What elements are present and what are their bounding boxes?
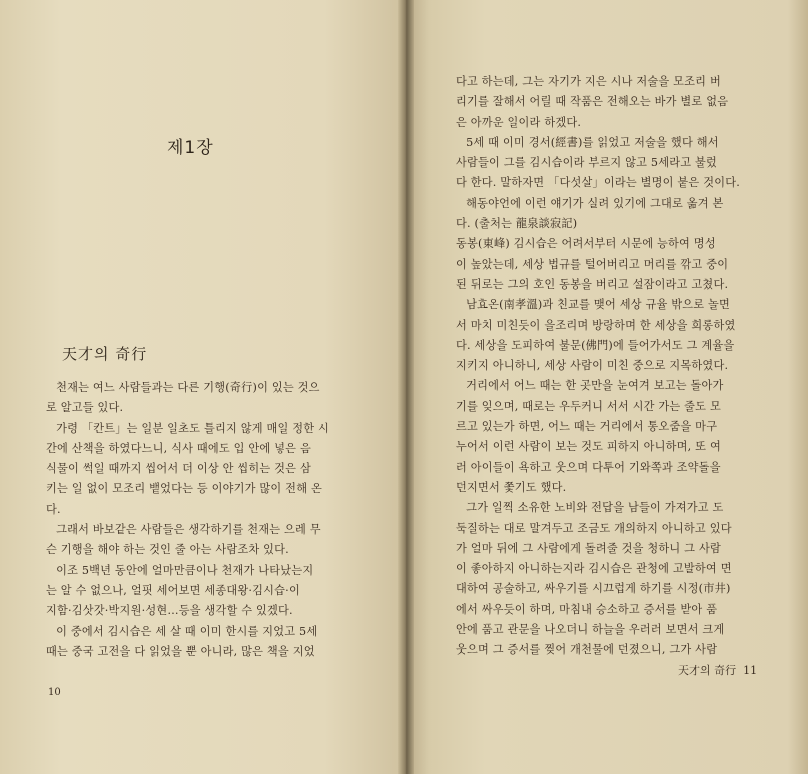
text-line: 르고 있는가 하면, 어느 때는 거리에서 통오줌을 마구 xyxy=(456,420,718,434)
text-line: 식물이 썩일 때까지 씹어서 더 이상 안 씹히는 것은 삼 xyxy=(46,462,311,476)
text-line: 그가 일찍 소유한 노비와 전답을 남들이 가져가고 도 xyxy=(466,501,724,515)
text-line: 다. xyxy=(46,502,61,516)
text-line: 리기를 잘해서 어릴 때 작품은 전해오는 바가 별로 없음 xyxy=(456,95,729,109)
text-line: 때는 중국 고전을 다 읽었을 뿐 아니라, 많은 책을 지었 xyxy=(46,644,315,658)
text-line: 이 높았는데, 세상 법규를 털어버리고 머리를 깎고 중이 xyxy=(456,257,729,271)
text-line: 5세 때 이미 경서(經書)를 읽었고 저술을 했다 해서 xyxy=(466,135,719,149)
text-line: 은 아까운 일이라 하겠다. xyxy=(456,115,582,129)
text-line: 서 마치 미친듯이 을조리며 방랑하며 한 세상을 희롱하였 xyxy=(456,318,736,332)
text-line: 에서 싸우듯이 하며, 마침내 승소하고 증서를 받아 품 xyxy=(456,602,718,616)
text-line: 된 뒤로는 그의 호인 동봉을 버리고 설잠이라고 고쳤다. xyxy=(456,277,729,291)
right-running-head xyxy=(678,662,757,678)
text-line: 둑질하는 대로 말겨두고 조금도 개의하지 아니하고 있다 xyxy=(456,521,732,535)
text-line: 이조 5백년 동안에 얼마만큼이나 천재가 나타났는지 xyxy=(56,563,314,577)
right-page-number: 11 xyxy=(743,664,758,677)
text-line: 다고 하는데, 그는 자기가 지은 시나 저술을 모조리 버 xyxy=(456,75,721,88)
text-line: 는 알 수 없으나, 얼핏 세어보면 세종대왕·김시습·이 xyxy=(46,583,300,597)
text-line: 누어서 이런 사람이 보는 것도 피하지 아니하며, 또 여 xyxy=(456,440,721,454)
text-line: 가령 「칸트」는 일분 일초도 틀리지 않게 매일 정한 시 xyxy=(56,421,330,435)
text-line: 다. 세상을 도피하여 불문(佛門)에 들어가서도 그 계율을 xyxy=(456,338,735,352)
text-line: 간에 산책을 하였다느니, 식사 때에도 입 안에 넣은 음 xyxy=(46,441,311,455)
text-line: 웃으며 그 증서를 찢어 개천물에 던졌으니, 그가 사람 xyxy=(456,643,718,657)
section-title: 天才의 奇行 xyxy=(62,345,148,363)
text-line: 사람들이 그를 김시습이라 부르지 않고 5세라고 불렀 xyxy=(456,156,718,170)
text-line: 러 아이들이 욕하고 웃으며 다투어 기와쪽과 조약돌을 xyxy=(456,460,721,474)
text-line: 기를 잊으며, 때로는 우두커니 서서 시간 가는 줄도 모 xyxy=(456,399,721,413)
text-line: 슨 기행을 해야 하는 것인 줄 아는 사람조차 있다. xyxy=(46,543,289,557)
book-spine xyxy=(398,0,414,774)
right-body-text xyxy=(456,72,788,661)
text-line: 동봉(東峰) 김시습은 어려서부터 시문에 능하여 명성 xyxy=(456,237,716,251)
text-line: 그래서 바보같은 사람들은 생각하기를 천재는 으레 무 xyxy=(56,523,321,537)
text-line: 남효온(南孝溫)과 친교를 맺어 세상 규율 밖으로 놀면 xyxy=(466,298,731,312)
text-line: 지함·김삿갓·박지원·성현…등을 생각할 수 있겠다. xyxy=(46,604,293,618)
left-body-text xyxy=(46,378,368,662)
text-line: 던지면서 쫓기도 했다. xyxy=(456,480,567,494)
text-line: 다. (출처는 龍泉談寂記) xyxy=(456,217,578,231)
chapter-title: 제1장 xyxy=(167,138,214,158)
text-line: 천재는 여느 사람들과는 다른 기행(奇行)이 있는 것으 xyxy=(56,381,320,394)
running-head-title: 天才의 奇行 xyxy=(678,664,737,677)
text-line: 다 한다. 말하자면 「다섯살」이라는 별명이 붙은 것이다. xyxy=(456,176,740,190)
text-line: 가 얼마 뒤에 그 사람에게 돌려줄 것을 청하니 그 사람 xyxy=(456,541,721,555)
text-line: 키는 일 없이 모조리 뱉었다는 등 이야기가 많이 전해 온 xyxy=(46,482,322,496)
text-line: 이 중에서 김시습은 세 살 때 이미 한시를 지었고 5세 xyxy=(56,624,318,638)
text-line: 안에 품고 관문을 나오더니 하늘을 우러러 보면서 크게 xyxy=(456,623,725,637)
text-line: 해동야언에 이런 얘기가 실려 있기에 그대로 옮겨 본 xyxy=(466,196,724,210)
left-page-number: 10 xyxy=(48,687,61,698)
text-line: 지키지 아니하니, 세상 사람이 미친 중으로 지목하였다. xyxy=(456,359,729,373)
text-line: 이 좋아하지 아니하는지라 김시습은 관청에 고발하여 면 xyxy=(456,562,732,576)
text-line: 로 알고들 있다. xyxy=(46,401,124,415)
text-line: 거리에서 어느 때는 한 곳만을 눈여겨 보고는 돌아가 xyxy=(466,379,724,393)
text-line: 대하여 공술하고, 싸우기를 시끄럽게 하기를 시정(市井) xyxy=(456,582,731,596)
